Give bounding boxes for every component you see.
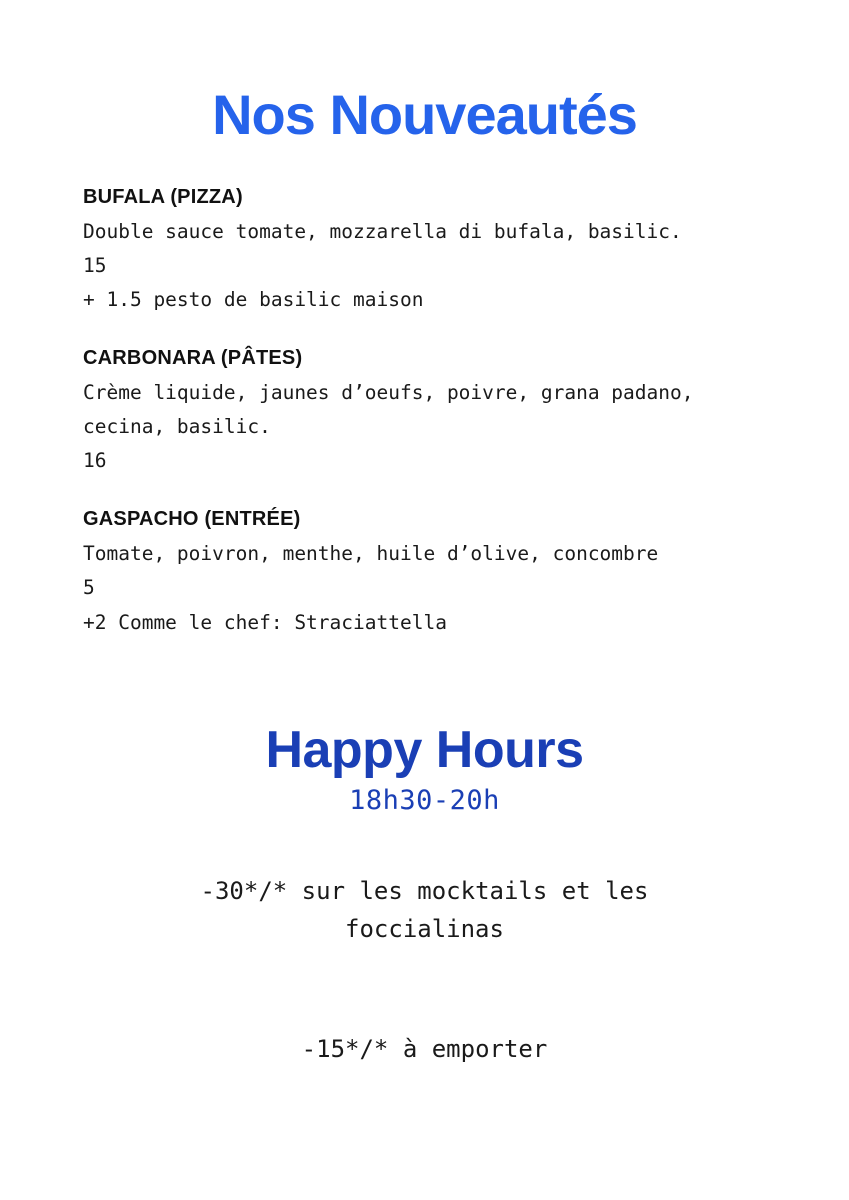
menu-item-description: Double sauce tomate, mozzarella di bufala, basilic. bbox=[83, 219, 682, 243]
menu-item bbox=[83, 508, 809, 639]
menu-item-price: 16 bbox=[83, 449, 107, 473]
menu-item-extra: +2 Comme le chef: Straciattella bbox=[83, 610, 447, 634]
happy-hours-time: 18h30-20h bbox=[349, 784, 500, 816]
menu-item-price: 5 bbox=[83, 576, 95, 600]
happy-hours-promo-main: -30*/* sur les mocktails et les foccialinas bbox=[200, 876, 649, 944]
happy-hours-promo-takeaway: -15*/* à emporter bbox=[301, 1034, 548, 1063]
menu-item-extra: + 1.5 pesto de basilic maison bbox=[83, 287, 424, 311]
menu-list bbox=[0, 186, 849, 640]
menu-item-name: GASPACHO (ENTRÉE) bbox=[83, 508, 301, 531]
happy-hours-section bbox=[0, 722, 849, 1063]
menu-item-description: Tomate, poivron, menthe, huile d’olive, concombre bbox=[83, 542, 659, 566]
menu-item-price: 15 bbox=[83, 253, 107, 277]
menu-item bbox=[83, 347, 809, 478]
menu-item-name: BUFALA (PIZZA) bbox=[83, 185, 243, 208]
menu-item-name: CARBONARA (PÂTES) bbox=[83, 346, 303, 369]
menu-item-description: Crème liquide, jaunes d’oeufs, poivre, grana padano, cecina, basilic. bbox=[83, 380, 694, 439]
page-title-nouveautes: Nos Nouveautés bbox=[212, 83, 637, 146]
happy-hours-title: Happy Hours bbox=[265, 720, 584, 779]
menu-item bbox=[83, 186, 809, 317]
